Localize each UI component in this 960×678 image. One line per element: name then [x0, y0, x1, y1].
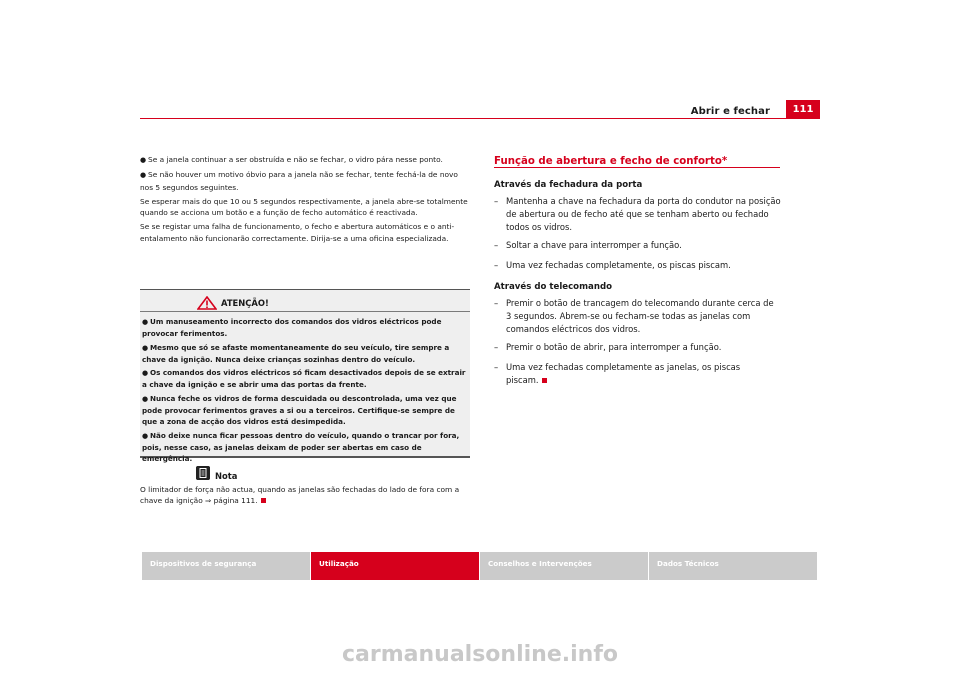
section-title: Função de abertura e fecho de conforto*	[494, 156, 728, 167]
warning-item: ● Um manuseamento incorrecto dos comandos dos vidros eléctricos pode provocar ferimentos.	[142, 317, 442, 339]
left-column	[140, 154, 470, 247]
warning-box	[140, 289, 470, 464]
warning-item: ● Nunca feche os vidros de forma descuidada ou descontrolada, uma vez que pode provocar ferimentos graves a si ou a terceiros. Certifique-se sempre de que a zona de acção dos vidros está desimpedida.	[142, 393, 457, 427]
warning-item: ● Não deixe nunca ficar pessoas dentro do veículo, quando o trancar por fora, pois, nesse caso, as janelas deixam de poder ser abertas em caso de emergência.	[142, 430, 460, 464]
warning-item: ● Mesmo que só se afaste momentaneamente do seu veículo, tire sempre a chave da ignição. Nunca deixe crianças sozinhas dentro do veículo.	[142, 342, 450, 364]
step-item: – Premir o botão de trancagem do telecomando durante cerca de 3 segundos. Abrem-se ou fecham-se todas as janelas com comandos eléctricos dos vidros.	[494, 298, 774, 334]
watermark: carmanualsonline.info	[342, 642, 618, 667]
step-item: – Mantenha a chave na fechadura da porta do condutor na posição de abertura ou de fecho até que se tenham aberto ou fechado todos os vidros.	[494, 196, 781, 232]
warning-divider	[140, 311, 470, 312]
header-rule	[140, 118, 820, 119]
footer-tab-conselhos[interactable]: Conselhos e Intervenções	[480, 552, 648, 580]
page-number: 111	[786, 100, 820, 118]
warning-title: ATENÇÃO!	[221, 298, 269, 308]
end-mark-icon	[542, 378, 547, 383]
footer-tab-utilizacao[interactable]: Utilização	[311, 552, 479, 580]
note-body: O limitador de força não actua, quando as janelas são fechadas do lado de fora com a chave da ignição ⇒ página 111.	[140, 485, 460, 506]
paragraph: ● Se não houver um motivo óbvio para a janela não se fechar, tente fechá-la de novo nos 5 segundos seguintes.	[140, 170, 458, 192]
paragraph: Se esperar mais do que 10 ou 5 segundos respectivamente, a janela abre-se totalmente quando se acciona um botão e a função de fecho automático é reactivada.	[140, 196, 468, 218]
footer-tab-seguranca[interactable]: Dispositivos de segurança	[142, 552, 310, 580]
end-mark-icon	[261, 498, 266, 503]
step-item: – Uma vez fechadas completamente, os piscas piscam.	[494, 260, 731, 270]
warning-body	[142, 316, 468, 467]
footer-tab-dados-tecnicos[interactable]: Dados Técnicos	[649, 552, 817, 580]
subheading: Através do telecomando	[494, 282, 613, 292]
bullet-icon: ●	[140, 171, 147, 180]
note-icon	[196, 466, 210, 480]
note-title: Nota	[215, 471, 238, 481]
warning-triangle-icon	[197, 296, 217, 310]
step-item: – Uma vez fechadas completamente as janelas, os piscas piscam.	[494, 362, 741, 385]
step-item: – Premir o botão de abrir, para interromper a função.	[494, 342, 722, 352]
paragraph: Se se registar uma falha de funcionamento, o fecho e abertura automáticos e o anti-entalamento não funcionarão correctamente. Dirija-se a uma oficina especializada.	[140, 222, 455, 243]
bullet-icon: ●	[140, 156, 147, 164]
section-title-rule	[494, 167, 780, 168]
step-item: – Soltar a chave para interromper a função.	[494, 240, 682, 250]
chapter-title: Abrir e fechar	[690, 106, 770, 117]
warning-item: ● Os comandos dos vidros eléctricos só ficam desactivados depois de se extrair a chave da ignição e se abrir uma das portas da frente.	[142, 368, 466, 390]
paragraph: ● Se a janela continuar a ser obstruída e não se fechar, o vidro pára nesse ponto.	[140, 154, 470, 166]
subheading: Através da fechadura da porta	[494, 180, 643, 190]
